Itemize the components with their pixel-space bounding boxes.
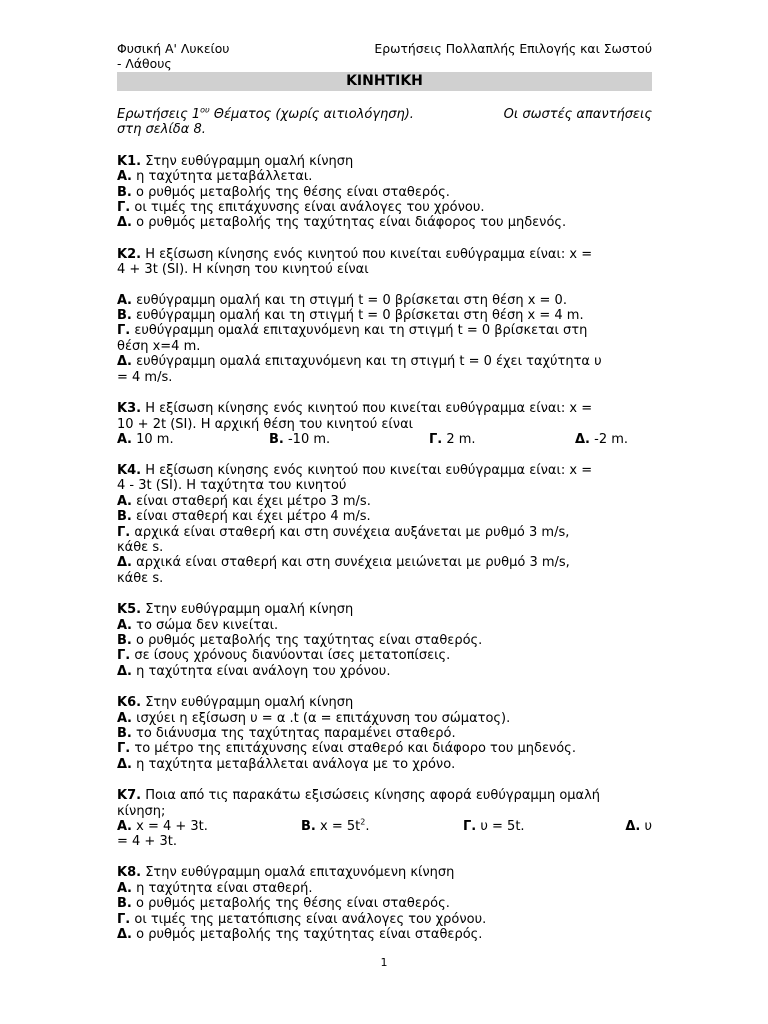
question-number: Κ1. <box>117 153 142 169</box>
option-text: αρχικά είναι σταθερή και στη συνέχεια αυξάνεται με ρυθμό 3 m/s, <box>130 524 570 540</box>
option-text: -10 m. <box>283 431 331 447</box>
option-text: ο ρυθμός μεταβολής της ταχύτητας είναι διάφορος του μηδενός. <box>132 215 567 231</box>
header-right: Ερωτήσεις Πολλαπλής Επιλογής και Σωστού <box>374 41 652 56</box>
option-c <box>117 741 652 756</box>
option-d <box>117 927 652 942</box>
option-text: ευθύγραμμη ομαλά επιταχυνόμενη και τη στιγμή t = 0 έχει ταχύτητα υ <box>132 354 602 370</box>
option-letter: Α. <box>117 617 132 633</box>
option-c-cont: θέση x=4 m. <box>117 338 201 354</box>
question-k4 <box>117 463 652 586</box>
option-letter: Δ. <box>117 555 132 571</box>
option-text: υ = 5t. <box>476 819 525 835</box>
option-a <box>117 618 652 633</box>
question-k1 <box>117 154 652 231</box>
question-text: Η εξίσωση κίνησης ενός κινητού που κινείται ευθύγραμμα είναι: x = <box>141 246 593 262</box>
option-d <box>117 757 652 772</box>
option-c-cont: κάθε s. <box>117 539 164 555</box>
option-letter: Γ. <box>117 911 131 927</box>
option-a <box>117 169 652 184</box>
intro-text <box>117 107 414 122</box>
question-stem <box>117 695 652 710</box>
question-number: Κ2. <box>117 246 142 262</box>
question-text-cont: 10 + 2t (SI). Η αρχική θέση του κινητού είναι <box>117 416 414 432</box>
option-text: οι τιμές της επιτάχυνσης είναι ανάλογες του χρόνου. <box>130 200 485 216</box>
option-d-cont: = 4 + 3t. <box>117 834 177 850</box>
option-b <box>117 308 652 323</box>
option-letter: Β. <box>117 896 132 912</box>
option-text: το διάνυσμα της ταχύτητας παραμένει σταθερό. <box>131 726 456 741</box>
question-text: Στην ευθύγραμμη ομαλή κίνηση <box>141 602 354 618</box>
option-c <box>117 323 652 338</box>
question-text: Στην ευθύγραμμη ομαλά επιταχυνόμενη κίνηση <box>141 865 455 881</box>
document-page <box>117 42 652 942</box>
header-left: Φυσική Α' Λυκείου <box>117 41 230 56</box>
option-c <box>463 819 525 834</box>
option-b <box>117 633 652 648</box>
question-text: Η εξίσωση κίνησης ενός κινητού που κινείται ευθύγραμμα είναι: x = <box>141 401 593 417</box>
option-letter: Γ. <box>117 323 131 339</box>
option-letter: Δ. <box>625 819 641 835</box>
option-letter: Α. <box>117 292 132 308</box>
option-d <box>117 664 652 679</box>
option-letter: Α. <box>117 431 132 447</box>
option-d-cont: = 4 m/s. <box>117 369 173 385</box>
options-row <box>117 432 652 447</box>
option-c <box>117 525 652 540</box>
question-number: Κ6. <box>117 695 142 711</box>
option-letter: Δ. <box>117 927 132 943</box>
question-k2 <box>117 247 652 385</box>
option-text: είναι σταθερή και έχει μέτρο 3 m/s. <box>132 493 371 509</box>
option-d <box>625 819 652 834</box>
option-text: υ <box>640 819 652 835</box>
option-text: x = 4 + 3t. <box>132 819 208 835</box>
option-c <box>117 912 652 927</box>
option-b <box>117 896 652 911</box>
option-a <box>117 432 174 447</box>
question-number: Κ8. <box>117 865 142 881</box>
option-letter: Α. <box>117 493 132 509</box>
option-letter: Δ. <box>117 756 132 772</box>
option-letter: Α. <box>117 710 132 726</box>
question-number: Κ4. <box>117 462 142 478</box>
option-text: είναι σταθερή και έχει μέτρο 4 m/s. <box>131 509 371 525</box>
option-letter: Δ. <box>117 663 132 679</box>
option-letter: Β. <box>117 632 132 648</box>
question-stem <box>117 788 652 803</box>
option-letter: Δ. <box>117 354 132 370</box>
option-text: η ταχύτητα είναι σταθερή. <box>132 880 313 896</box>
options-row <box>117 819 652 834</box>
option-letter: Α. <box>117 880 132 896</box>
intro-right: Οι σωστές απαντήσεις <box>503 107 652 122</box>
option-letter: Α. <box>117 819 132 835</box>
intro-line <box>117 107 652 122</box>
option-text: x = 5t <box>315 819 361 835</box>
page-header <box>117 42 652 57</box>
question-text: Στην ευθύγραμμη ομαλή κίνηση <box>141 153 354 169</box>
question-stem <box>117 247 652 262</box>
option-a <box>117 293 652 308</box>
question-text: Ποια από τις παρακάτω εξισώσεις κίνησης αφορά ευθύγραμμη ομαλή <box>141 788 601 804</box>
option-d <box>117 354 652 369</box>
intro-sup: ου <box>200 105 210 115</box>
question-k3 <box>117 401 652 447</box>
header-left-cont: - Λάθους <box>117 55 172 71</box>
option-text: ο ρυθμός μεταβολής της θέσης είναι σταθερός. <box>131 896 450 912</box>
option-text: ο ρυθμός μεταβολής της ταχύτητας είναι σταθερός. <box>132 927 483 943</box>
question-k5 <box>117 602 652 679</box>
option-text: το σώμα δεν κινείται. <box>132 617 279 633</box>
option-text: ευθύγραμμη ομαλή και τη στιγμή t = 0 βρίσκεται στη θέση x = 0. <box>132 292 567 308</box>
question-number: Κ3. <box>117 401 142 417</box>
option-letter: Γ. <box>117 200 131 216</box>
option-text-end: . <box>365 819 370 835</box>
option-text: ευθύγραμμη ομαλή και τη στιγμή t = 0 βρίσκεται στη θέση x = 4 m. <box>131 308 584 324</box>
question-stem <box>117 463 652 478</box>
option-b <box>301 819 369 834</box>
option-letter: Β. <box>301 819 316 835</box>
option-letter: Δ. <box>575 431 590 447</box>
option-letter: Δ. <box>117 215 132 231</box>
question-stem <box>117 602 652 617</box>
option-a <box>117 819 208 834</box>
option-text: η ταχύτητα μεταβάλλεται. <box>132 169 313 185</box>
page-number: 1 <box>380 956 388 969</box>
question-number: Κ7. <box>117 788 142 804</box>
question-text-cont: 4 - 3t (SI). Η ταχύτητα του κινητού <box>117 478 347 494</box>
option-letter: Β. <box>117 308 132 324</box>
option-letter: Γ. <box>117 524 131 540</box>
section-title: ΚΙΝΗΤΙΚΗ <box>117 72 652 91</box>
option-letter: Γ. <box>429 431 443 447</box>
option-letter: Β. <box>269 431 284 447</box>
option-text: οι τιμές της μετατόπισης είναι ανάλογες του χρόνου. <box>130 911 487 927</box>
option-d <box>575 432 628 447</box>
option-d <box>117 215 652 230</box>
option-c <box>117 200 652 215</box>
option-letter: Γ. <box>117 648 131 664</box>
option-letter: Γ. <box>463 819 477 835</box>
option-b <box>269 432 330 447</box>
option-c <box>117 648 652 663</box>
option-letter: Α. <box>117 169 132 185</box>
option-sup: 2 <box>360 817 366 827</box>
question-text-cont: 4 + 3t (SI). Η κίνηση του κινητού είναι <box>117 262 369 278</box>
option-text: ο ρυθμός μεταβολής της θέσης είναι σταθερός. <box>131 184 450 200</box>
option-letter: Β. <box>117 184 132 200</box>
question-k6 <box>117 695 652 772</box>
option-c <box>429 432 476 447</box>
question-stem <box>117 401 652 416</box>
question-number: Κ5. <box>117 602 142 618</box>
option-text: ο ρυθμός μεταβολής της ταχύτητας είναι σταθερός. <box>131 632 483 648</box>
option-text: το μέτρο της επιτάχυνσης είναι σταθερό και διάφορο του μηδενός. <box>130 741 576 757</box>
intro-line2: στη σελίδα 8. <box>117 122 206 138</box>
question-k8 <box>117 865 652 942</box>
intro-part2: Θέματος (χωρίς αιτιολόγηση). <box>209 107 414 122</box>
option-d <box>117 555 652 570</box>
option-b <box>117 726 652 741</box>
option-a <box>117 494 652 509</box>
question-stem <box>117 865 652 880</box>
question-k7 <box>117 788 652 849</box>
option-text: ισχύει η εξίσωση υ = α .t (α = επιτάχυνση του σώματος). <box>132 710 511 726</box>
option-letter: Β. <box>117 509 132 525</box>
option-letter: Β. <box>117 726 132 741</box>
option-text: 2 m. <box>442 431 476 447</box>
question-text-cont: κίνηση; <box>117 803 166 819</box>
option-b <box>117 509 652 524</box>
option-d-cont: κάθε s. <box>117 570 164 586</box>
option-letter: Γ. <box>117 741 131 757</box>
option-text: 10 m. <box>132 431 174 447</box>
option-text: ευθύγραμμη ομαλά επιταχυνόμενη και τη στιγμή t = 0 βρίσκεται στη <box>130 323 588 339</box>
intro-part1: Ερωτήσεις 1 <box>117 107 201 122</box>
option-a <box>117 711 652 726</box>
option-text: αρχικά είναι σταθερή και στη συνέχεια μειώνεται με ρυθμό 3 m/s, <box>132 555 570 571</box>
option-b <box>117 185 652 200</box>
option-a <box>117 881 652 896</box>
option-text: -2 m. <box>590 431 629 447</box>
option-text: η ταχύτητα είναι ανάλογη του χρόνου. <box>132 663 391 679</box>
question-text: Στην ευθύγραμμη ομαλή κίνηση <box>141 695 354 711</box>
question-stem <box>117 154 652 169</box>
question-text: Η εξίσωση κίνησης ενός κινητού που κινείται ευθύγραμμα είναι: x = <box>141 462 593 478</box>
option-text: σε ίσους χρόνους διανύονται ίσες μετατοπίσεις. <box>130 648 451 664</box>
option-text: η ταχύτητα μεταβάλλεται ανάλογα με το χρόνο. <box>132 756 456 772</box>
